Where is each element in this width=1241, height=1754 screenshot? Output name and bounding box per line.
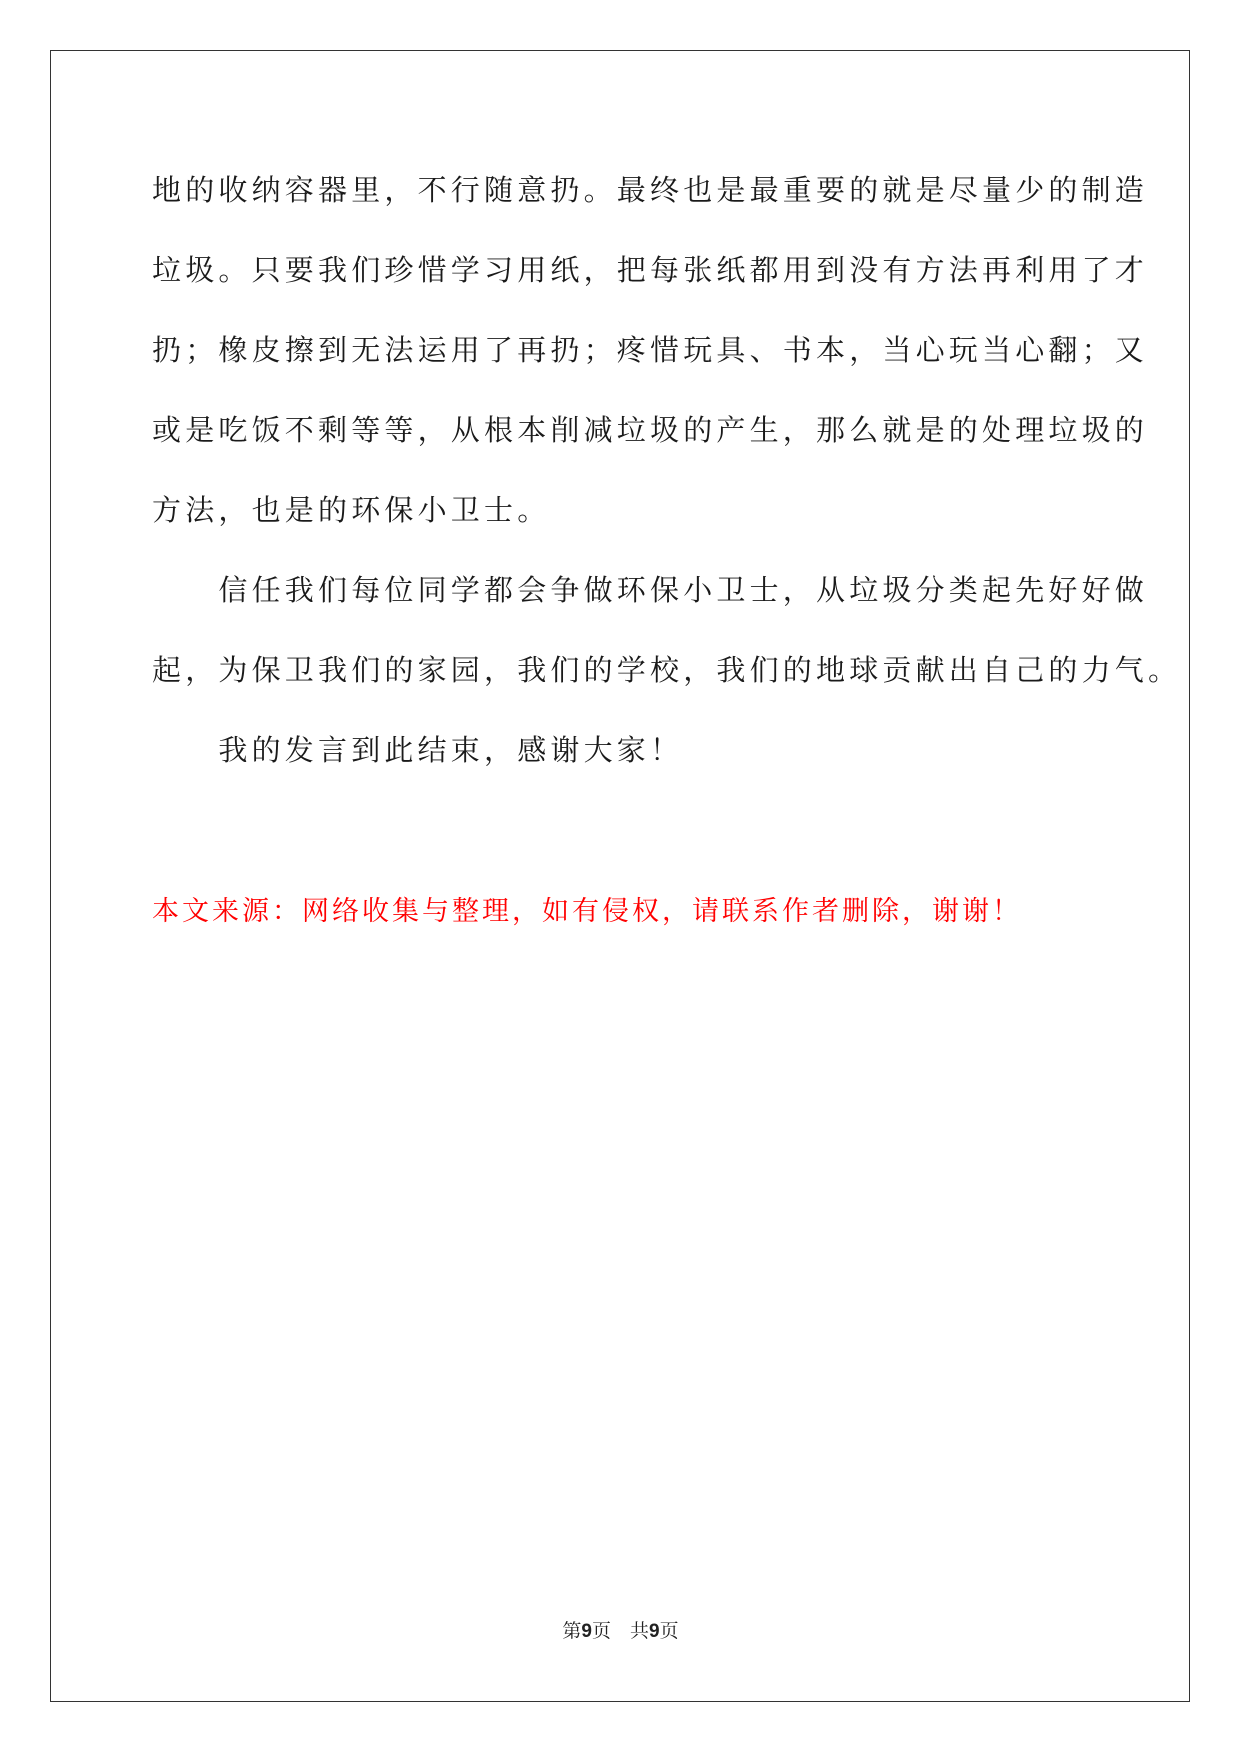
body-line-7: 起，为保卫我们的家园，我们的学校，我们的地球贡献出自己的力气。	[152, 653, 1182, 687]
total-pages-number: 9	[649, 1621, 660, 1642]
footer-prefix: 第	[562, 1620, 582, 1642]
body-line-3: 扔；橡皮擦到无法运用了再扔；疼惜玩具、书本，当心玩当心翻；又	[152, 333, 1149, 367]
current-page-number: 9	[581, 1621, 592, 1642]
body-line-4: 或是吃饭不剩等等，从根本削减垃圾的产生，那么就是的处理垃圾的	[152, 413, 1149, 447]
body-line-2: 垃圾。只要我们珍惜学习用纸，把每张纸都用到没有方法再利用了才	[152, 253, 1149, 287]
page-border	[50, 50, 1190, 1702]
page-footer	[0, 1616, 1241, 1643]
body-line-5: 方法，也是的环保小卫士。	[152, 493, 551, 527]
body-line-8: 我的发言到此结束，感谢大家！	[152, 733, 684, 767]
source-note: 本文来源：网络收集与整理，如有侵权，请联系作者删除，谢谢！	[152, 896, 1022, 927]
footer-suffix: 页	[659, 1620, 679, 1642]
body-line-1: 地的收纳容器里，不行随意扔。最终也是最重要的就是尽量少的制造	[152, 173, 1149, 207]
footer-middle: 页 共	[591, 1620, 649, 1642]
body-line-6: 信任我们每位同学都会争做环保小卫士，从垃圾分类起先好好做	[152, 573, 1149, 607]
